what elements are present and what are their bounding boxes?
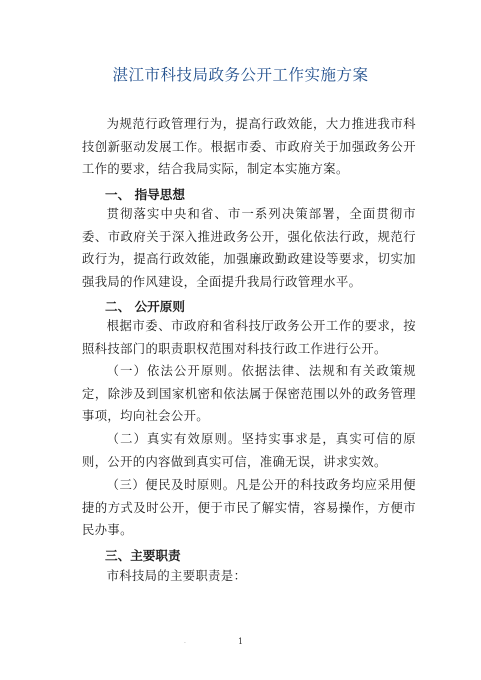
section-1-paragraph-1: 贯彻落实中央和省、市一系列决策部署，全面贯彻市委、市政府关于深入推进政务公开，强化依法行政，规范行政行为，提高行政效能，加强廉政勤政建设等要求，切实加强我局的作风建设，全面提升我局行政管理水平。 (82, 207, 416, 290)
section-2-paragraph-2: （一）依法公开原则。依据法律、法规和有关政策规定，除涉及到国家机密和依法属于保密范围以外的政务管理事项，均向社会公开。 (82, 364, 416, 424)
document-title: 湛江市科技局政务公开工作实施方案 (112, 66, 369, 84)
intro-paragraph: 为规范行政管理行为，提高行政效能，大力推进我市科技创新驱动发展工作。根据市委、市政府关于加强政务公开工作的要求，结合我局实际，制定本实施方案。 (82, 117, 416, 177)
section-heading-3: 三、主要职责 (105, 548, 181, 563)
section-heading-2: 二、 公开原则 (105, 299, 185, 314)
footer-mark: · (184, 640, 186, 647)
section-2-paragraph-3: （二）真实有效原则。坚持实事求是，真实可信的原则，公开的内容做到真实可信，准确无误，讲求实效。 (82, 432, 416, 469)
section-heading-1: 一、 指导思想 (105, 187, 185, 202)
section-2-paragraph-4: （三）便民及时原则。凡是公开的科技政务均应采用便捷的方式及时公开，便于市民了解实情，容易操作，方便市民办事。 (82, 478, 416, 538)
section-2-paragraph-1: 根据市委、市政府和省科技厅政务公开工作的要求，按照科技部门的职责职权范围对科技行政工作进行公开。 (82, 319, 416, 356)
section-3-paragraph-1: 市科技局的主要职责是： (106, 569, 247, 583)
page-number: 1 (237, 637, 244, 646)
